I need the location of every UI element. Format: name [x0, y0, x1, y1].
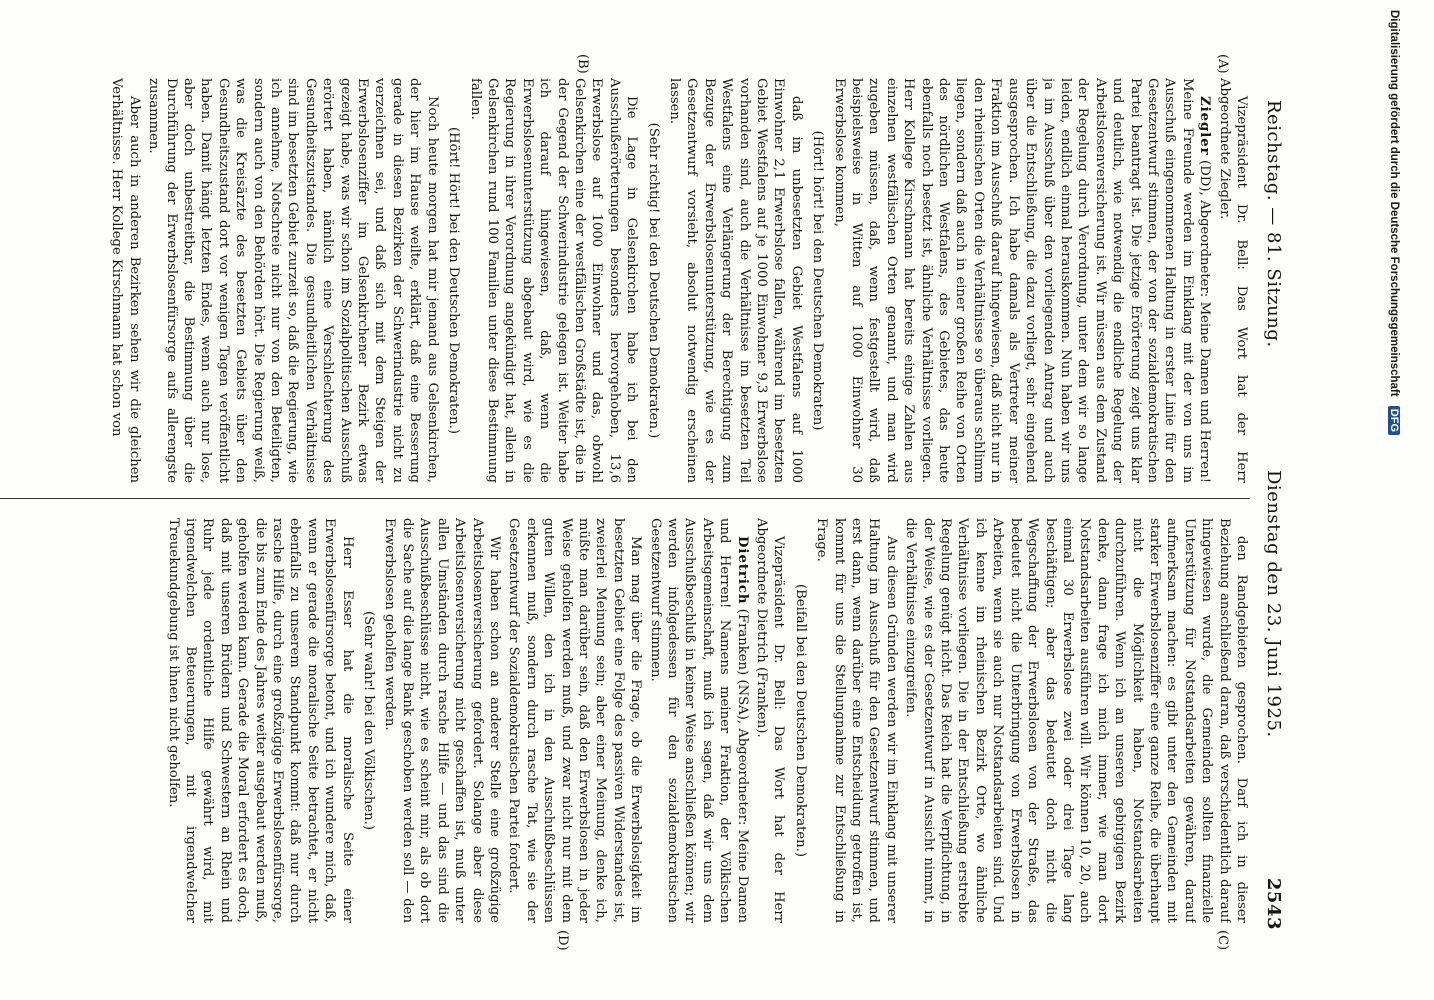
speaker-name: Dietrich [734, 536, 750, 605]
speech-text: (Franken) (NSA), Abgeordneter: Meine Damen und Herren! Namens meiner Fraktion, der Völkischen Arbeitsgemeinschaft, muß ich sagen, daß wir uns dem Ausschußbeschluß in keiner Weise anschließen können; wir werden infolgedessen für den sozialdemokratischen Gesetzentwurf stimmen. [647, 518, 750, 923]
interjection: (Beifall bei den Deutschen Demokraten.) [792, 583, 808, 858]
left-column [0, 78, 1250, 483]
paragraph: Die Lage in Gelsenkirchen habe ich bei den Ausschußerörterungen besonders hervorgehoben, 13,6 Erwerbslose auf 1000 Einwohner und das, obwohl Gelsenkirchen eine der westfälischen Großstädte ist, die in der Gegend der Schwerindustrie gelegen ist. Weiter habe ich darauf hingewiesen, daß, wenn die Erwerbslosenunterstützung abgebaut wird, wie es die Regierung in ihrer Verordnung angekündigt hat, allein in Gelsenkirchen rund 100 Familien unter diese Bestimmung fallen. [467, 78, 640, 483]
interjection: (Hört! Hört! bei den Deutschen Demokraten.) [446, 126, 462, 435]
margin-marker-d: (D) [555, 930, 570, 951]
paragraph: Man mag über die Frage, ob die Erwerbslosigkeit im besetzten Gebiet eine Folge des passiven Widerstandes ist, zweierlei Meinung sein; aber einer Meinung, denke ich, müßte man darüber sein, daß den Erwerbslosen in jeder Weise geholfen werden muß, und zwar nicht nur mit dem guten Willen, den ich in den Ausschußbeschlüssen erkennen muß, sondern durch rasche Tat, wie sie der Gesetzentwurf der Sozialdemokratischen Partei fordert. [506, 518, 644, 923]
speaker-paragraph [830, 78, 1213, 483]
paragraph: Vizepräsident Dr. Bell: Das Wort hat der Herr Abgeordnete Ziegler. [1216, 78, 1249, 483]
interjection: (Sehr wahr! bei den Völkischen.) [361, 611, 377, 830]
speaker-paragraph [646, 518, 750, 923]
paragraph: Vizepräsident Dr. Bell: Das Wort hat der Herr Abgeordnete Dietrich (Franken). [754, 518, 787, 923]
margin-marker-c: (C) [1215, 930, 1230, 951]
right-column [0, 518, 1250, 923]
digitization-credit [1378, 10, 1400, 990]
header-left: Reichstag. — 81. Sitzung. [1263, 100, 1284, 348]
paragraph: den Randgebieten gesprochen. Darf ich in dieser Beziehung anschließend daran, daß verschiedentlich darauf hingewiesen wurde, die Gemeinden sollten finanzielle Unterstützung für Notstandsarbeiten gewähren, darauf aufmerksam machen: es gibt unter den Gemeinden mit starker Erwerbslosenziffer eine ganze Reihe, die überhaupt nicht die Möglichkeit haben, Notstandsarbeiten durchzuführen. Wenn ich an unseren gebirgigen Bezirk denke, dann frage ich mich immer, wie man dort Notstandsarbeiten ausführen will. Wir können 10, 20, auch einmal 30 Erwerbslose zwei oder drei Tage lang beschäftigen; aber das bedeutet doch nicht die Wegschaffung der Erwerbslosen von der Straße, das bedeutet nicht die Unterbringung von Erwerbslosen in Arbeiten, wenn sie auch nur Notstandsarbeiten sind. Und ich kenne im rheinischen Bezirk Orte, wo ähnliche Verhältnisse vorliegen. Die in der Entschließung erstrebte Regelung genügt nicht. Das Reich hat die Verpflichtung, in der Weise, wie es der Gesetzentwurf in Aussicht nimmt, in die Verhältnisse einzugreifen. [903, 518, 1249, 923]
interjection: (Hört! hört! bei den Deutschen Demokraten) [810, 130, 826, 431]
credit-text: Digitalisierung gefördert durch die Deutsche Forschungsgemeinschaft [1388, 10, 1400, 397]
paragraph: daß im unbesetzten Gebiet Westfalens auf 1000 Einwohner 2,1 Erwerbslose fallen, während im besetzten Gebiet Westfalens auf je 1000 Einwohner 9,3 Erwerbslose vorhanden sind, auch die Verhältnisse im besetzten Teil Westfalens eine Verlängerung der Berechtigung zum Bezuge der Erwerbslosenunterstützung, wie es der Gesetzentwurf vorsieht, absolut notwendig erscheinen lassen. [667, 78, 804, 483]
interjection: (Sehr richtig! bei den Deutschen Demokraten.) [645, 122, 661, 439]
rotated-page-content [0, 54, 1290, 951]
header-date: Dienstag den 23. Juni 1925. [1263, 470, 1284, 738]
paragraph: Herr Esser hat die moralische Seite einer Erwerbslosenfürsorge betont, und ich wundere mich, daß, wenn er gerade die moralische Seite betrachtet, er nicht ebenfalls zu unserem Standpunkt kommt: daß nur durch rasche Hilfe, durch eine großzügige Erwerbslosenfürsorge, die bis zum Ende des Jahres weiter ausgebaut werden muß, geholfen werden kann. Gerade die Moral erfordert es doch, daß mit unseren Brüdern und Schwestern an Rhein und Ruhr jede ordentliche Hilfe gewährt wird, mit irgendwelchen Beteuerungen, mit irgendwelcher Treuekundgebung ist ihnen nicht geholfen. [165, 518, 355, 923]
column-divider [0, 498, 1250, 499]
paragraph: Noch heute morgen hat mir jemand aus Gelsenkirchen, der hier im Hause weilte, erklärt, daß eine Besserung gerade in diesen Bezirken der Schwerindustrie nicht zu verzeichnen sei, und daß sich mit dem Steigen der Erwerbslosenziffer im Gelsenkirchener Bezirk etwas gezeigt habe, was wir schon im Sozialpolitischen Ausschuß erörtert haben, nämlich eine Verschlechterung des Gesundheitszustandes. Die gesundheitlichen Verhältnisse sind im besetzten Gebiet zurzeit so, daß die Regierung, wie ich annehme, Notschreie nicht nur von den Beteiligten, sondern auch von den Behörden hört. Die Regierung weiß, was die Kreisärzte des besetzten Gebiets über den Gesundheitszustand dort vor wenigen Tagen veröffentlicht haben. Damit hängt letzten Endes, wenn auch nur lose, aber doch unbestreitbar, die Bestimmung über die Durchführung der Erwerbslosenfürsorge aufs allerengste zusammen. [146, 78, 440, 483]
margin-marker-b: (B) [575, 54, 590, 74]
dfg-logo: DFG [1388, 406, 1400, 435]
speaker-name: Ziegler [1197, 96, 1213, 156]
paragraph: Wir haben schon an anderer Stelle eine großzügige Arbeitslosenversicherung gefordert. Solange aber diese Arbeitslosenversicherung nicht geschaffen ist, muß unter allen Umständen durch rasche Hilfe — und das sind die Ausschußbeschlüsse nicht, wie es scheint mir, als ob dort die Sache auf die lange Bank geschoben werden soll — den Erwerbslosen geholfen werden. [382, 518, 502, 923]
page-number: 2543 [1263, 877, 1284, 930]
margin-marker-a: (A) [1215, 54, 1230, 74]
speech-text: (DD), Abgeordneter: Meine Damen und Herren! Meine Freunde werden im Einklang mit der von uns im Ausschuß eingenommenen Haltung in erster Linie für den Gesetzentwurf stimmen, der von der sozialdemokratischen Partei beantragt ist. Die jetzige Erörterung zeigt uns klar und deutlich, wie notwendig die endliche Regelung der Arbeitslosenversicherung ist. Wir müssen aus dem Zustand der Regelung durch Verordnung, unter dem wir so lange leiden, endlich einmal herauskommen. Nun haben wir uns ja im Ausschuß über den vorliegenden Antrag und auch über die Entschließung, die dazu vorliegt, sehr eingehend ausgesprochen. Ich habe damals als Vertreter meiner Fraktion im Ausschuß darauf hingewiesen, daß nicht nur in den rheinischen Orten die Verhältnisse so überaus schlimm liegen, sondern daß auch in einer großen Reihe von Orten des nördlichen Westfalens, des Gebietes, das heute ebenfalls noch besetzt ist, ähnliche Verhältnisse vorliegen. Herr Kollege Kirschmann hat bereits einige Zahlen aus einzelnen westfälischen Orten genannt, und man wird zugeben müssen, daß, wenn festgestellt wird, daß beispielsweise in Witten auf 1000 Einwohner 30 Erwerbslose kommen, [831, 78, 1213, 483]
running-header [1256, 70, 1290, 950]
paragraph: Aber auch in anderen Bezirken sehen wir die gleichen Verhältnisse. Herr Kollege Kirschmann hat schon von [109, 78, 142, 483]
paragraph: Aus diesen Gründen werden wir im Einklang mit unserer Haltung im Ausschuß für den Gesetzentwurf stimmen, und erst dann, wenn darüber eine Entscheidung getroffen ist, kommt für uns die Stellungnahme zur Entschließung in Frage. [814, 518, 899, 923]
